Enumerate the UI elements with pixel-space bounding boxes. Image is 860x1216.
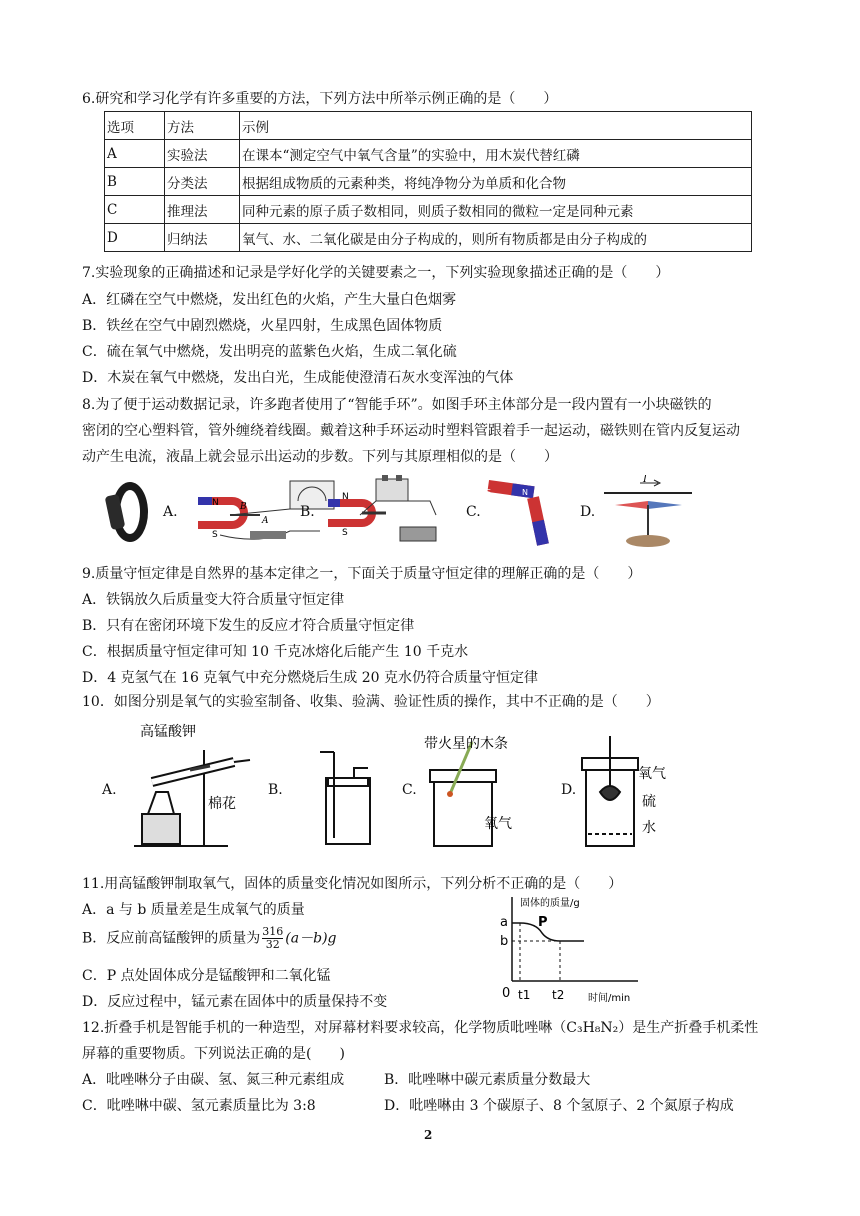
q8-option-d-label: D. bbox=[580, 504, 596, 520]
mass-curve bbox=[512, 923, 584, 941]
table-cell: A bbox=[105, 140, 165, 168]
table-row bbox=[105, 196, 752, 224]
label-sulfur: 硫 bbox=[642, 794, 656, 810]
table-cell: 实验法 bbox=[165, 140, 240, 168]
q12-option-b: B．吡唑啉中碳元素质量分数最大 bbox=[384, 1072, 591, 1088]
table-cell: B bbox=[105, 168, 165, 196]
smart-band-image bbox=[105, 482, 148, 542]
label-s-b: S bbox=[342, 528, 348, 538]
q6-stem: 6.研究和学习化学有许多重要的方法，下列方法中所举示例正确的是（ ） bbox=[82, 91, 558, 107]
y-axis-label: 固体的质量/g bbox=[520, 898, 580, 909]
q12-option-a: A．吡唑啉分子由碳、氢、氮三种元素组成 bbox=[82, 1072, 345, 1088]
label-s-c: S bbox=[486, 488, 492, 497]
label-n-a: N bbox=[212, 498, 219, 508]
option-c-magnets bbox=[487, 480, 548, 546]
q8-line-2: 密闭的空心塑料管，管外缠绕着线圈。戴着这种手环运动时塑料管跟着手一起运动，磁铁则在管内反复运动 bbox=[82, 423, 740, 439]
q9-option-c: C．根据质量守恒定律可知 10 千克冰熔化后能产生 10 千克水 bbox=[82, 644, 469, 660]
fraction-numerator: 316 bbox=[262, 925, 284, 938]
table-row bbox=[105, 140, 752, 168]
q10-option-b-label: B. bbox=[268, 782, 283, 798]
label-current-i: I bbox=[643, 475, 647, 485]
q11-stem: 11.用高锰酸钾制取氧气，固体的质量变化情况如图所示，下列分析不正确的是（ ） bbox=[82, 876, 623, 892]
x-tick-t1: t1 bbox=[518, 988, 531, 1002]
table-cell: C bbox=[105, 196, 165, 224]
q12-option-c: C．吡唑啉中碳、氢元素质量比为 3:8 bbox=[82, 1098, 316, 1114]
label-oxygen-c: 氧气 bbox=[484, 816, 512, 832]
q12-line-2: 屏幕的重要物质。下列说法正确的是( ) bbox=[82, 1046, 345, 1062]
page-number: 2 bbox=[424, 1128, 433, 1142]
q8-line-3: 动产生电流，液晶上就会显示出运动的步数。下列与其原理相似的是（ ） bbox=[82, 449, 558, 465]
x-tick-t2: t2 bbox=[552, 988, 565, 1002]
table-cell: 同种元素的原子质子数相同，则质子数相同的微粒一定是同种元素 bbox=[240, 196, 752, 224]
label-splint: 带火星的木条 bbox=[424, 736, 508, 752]
q11-option-c: C．P 点处固体成分是锰酸钾和二氧化锰 bbox=[82, 968, 331, 984]
label-oxygen-d: 氧气 bbox=[638, 766, 666, 782]
q8-line-1: 8.为了便于运动数据记录，许多跑者使用了“智能手环”。如图手环主体部分是一段内置有一小块磁铁的 bbox=[82, 397, 712, 413]
q8-figures bbox=[100, 475, 760, 555]
table-row bbox=[105, 168, 752, 196]
table-cell: 根据组成物质的元素种类，将纯净物分为单质和化合物 bbox=[240, 168, 752, 196]
x-tick-0: 0 bbox=[502, 986, 511, 1001]
q10-option-d-label: D. bbox=[561, 782, 577, 798]
q8-option-b-label: B. bbox=[300, 504, 315, 520]
table-cell: 在课本“测定空气中氧气含量”的实验中，用木炭代替红磷 bbox=[240, 140, 752, 168]
q11-option-b-prefix: B．反应前高锰酸钾的质量为 bbox=[82, 930, 261, 947]
q9-option-b: B．只有在密闭环境下发生的反应才符合质量守恒定律 bbox=[82, 618, 415, 634]
q7-option-a: A．红磷在空气中燃烧，发出红色的火焰，产生大量白色烟雾 bbox=[82, 292, 457, 308]
label-b: B bbox=[240, 502, 247, 512]
label-kmno4: 高锰酸钾 bbox=[140, 724, 196, 740]
table-cell: 推理法 bbox=[165, 196, 240, 224]
q8-option-c-label: C. bbox=[466, 504, 481, 520]
q12-line-1: 12.折叠手机是智能手机的一种造型，对屏幕材料要求较高，化学物质吡唑啉（C₃H₈N₂）是生产折叠手机柔性 bbox=[82, 1020, 759, 1036]
table-cell: 归纳法 bbox=[165, 224, 240, 252]
q11-option-b-suffix: (a－b)g bbox=[285, 930, 337, 947]
q11-option-a: A．a 与 b 质量差是生成氧气的质量 bbox=[82, 902, 305, 918]
table-cell: 氧气、水、二氧化碳是由分子构成的，则所有物质都是由分子构成的 bbox=[240, 224, 752, 252]
q7-option-b: B．铁丝在空气中剧烈燃烧，火星四射，生成黑色固体物质 bbox=[82, 318, 443, 334]
q9-option-a: A．铁锅放久后质量变大符合质量守恒定律 bbox=[82, 592, 345, 608]
q6-table bbox=[104, 111, 752, 252]
q9-stem: 9.质量守恒定律是自然界的基本定律之一，下面关于质量守恒定律的理解正确的是（ ） bbox=[82, 566, 642, 582]
label-n-b: N bbox=[342, 492, 349, 502]
q11-option-b bbox=[82, 926, 337, 951]
q9-option-d: D．4 克氢气在 16 克氧气中充分燃烧后生成 20 克水仍符合质量守恒定律 bbox=[82, 670, 539, 686]
q11-chart bbox=[488, 893, 648, 1005]
fraction-denominator: 32 bbox=[265, 938, 280, 951]
option-d-sulfur-combustion bbox=[582, 736, 638, 846]
y-tick-b: b bbox=[500, 934, 509, 949]
q7-option-c: C．硫在氧气中燃烧，发出明亮的蓝紫色火焰，生成二氧化硫 bbox=[82, 344, 457, 360]
label-cotton: 棉花 bbox=[208, 796, 236, 812]
q10-stem: 10．如图分别是氧气的实验室制备、收集、验满、验证性质的操作，其中不正确的是（ ） bbox=[82, 694, 660, 710]
q10-option-a-label: A. bbox=[102, 782, 117, 798]
table-row bbox=[105, 224, 752, 252]
table-header-row bbox=[105, 112, 752, 140]
q10-option-c-label: C. bbox=[402, 782, 417, 798]
table-cell: 示例 bbox=[240, 112, 752, 140]
point-p-label: P bbox=[538, 915, 548, 930]
fraction bbox=[262, 926, 283, 951]
y-tick-a: a bbox=[500, 915, 508, 930]
label-n-c: N bbox=[522, 488, 528, 497]
x-axis-label: 时间/min bbox=[588, 993, 631, 1004]
q8-option-a-label: A. bbox=[163, 504, 178, 520]
option-b-collecting-bottle bbox=[320, 752, 370, 844]
q7-stem: 7.实验现象的正确描述和记录是学好化学的关键要素之一，下列实验现象描述正确的是（ ） bbox=[82, 265, 670, 281]
q12-option-d: D．吡唑啉由 3 个碳原子、8 个氢原子、2 个氮原子构成 bbox=[384, 1098, 734, 1114]
label-water: 水 bbox=[642, 820, 656, 836]
table-cell: D bbox=[105, 224, 165, 252]
label-a: A bbox=[262, 516, 269, 526]
label-s-a: S bbox=[212, 530, 218, 540]
table-cell: 分类法 bbox=[165, 168, 240, 196]
q11-option-d: D．反应过程中，锰元素在固体中的质量保持不变 bbox=[82, 994, 388, 1010]
option-d-oersted-apparatus bbox=[604, 480, 692, 547]
table-cell: 方法 bbox=[165, 112, 240, 140]
q7-option-d: D．木炭在氧气中燃烧，发出白光，生成能使澄清石灰水变浑浊的气体 bbox=[82, 370, 514, 386]
table-cell: 选项 bbox=[105, 112, 165, 140]
